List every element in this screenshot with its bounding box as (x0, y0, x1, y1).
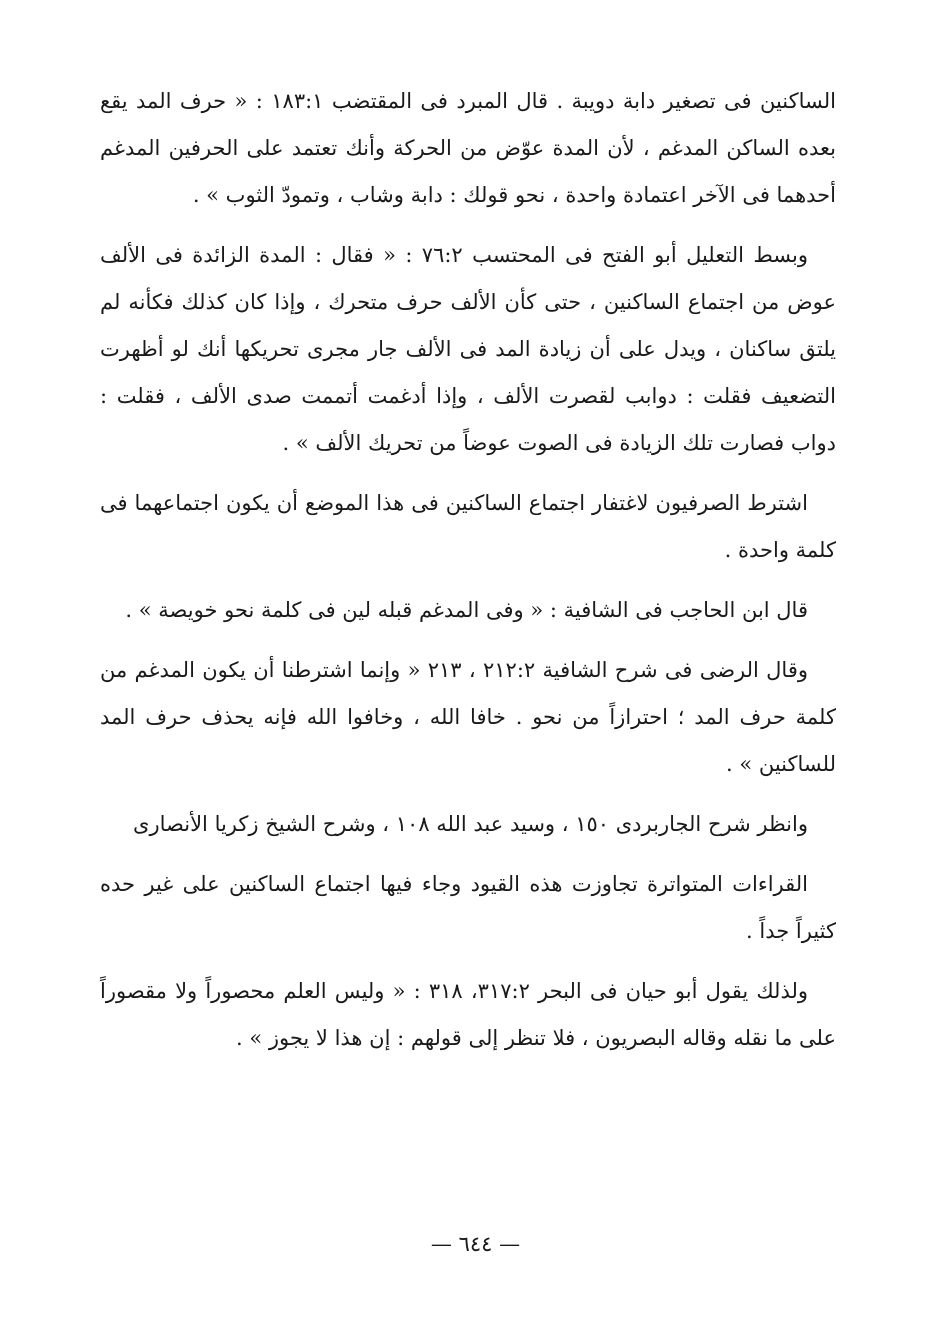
paragraph-continuation: الساكنين فى تصغير دابة دويبة . قال المبرد فى المقتضب ١٨٣:١ : « حرف المد يقع بعده الساكن المدغم ، لأن المدة عوّض من الحركة وأنك تعتمد على الحرفين المدغم أحدهما فى الآخر اعتمادة واحدة ، نحو قولك : دابة وشاب ، وتمودّ الثوب » . (100, 89, 836, 207)
page-body (100, 78, 836, 1075)
paragraph-ibn-hajib-quote: قال ابن الحاجب فى الشافية : « وفى المدغم قبله لين فى كلمة نحو خويصة » . (125, 598, 808, 622)
paragraph-sarfiyyun-condition: اشترط الصرفيون لاغتفار اجتماع الساكنين فى هذا الموضع أن يكون اجتماعهما فى كلمة واحدة . (100, 491, 836, 562)
paragraph-radi-quote: وقال الرضى فى شرح الشافية ٢١٢:٢ ، ٢١٣ « وإنما اشترطنا أن يكون المدغم من كلمة حرف المد ؛ احترازاً من نحو . خافا الله ، وخافوا الله فإنه يحذف حرف المد للساكنين » . (100, 658, 836, 776)
page-number: — ٦٤٤ — (430, 1232, 521, 1256)
paragraph-abu-hayyan-quote: ولذلك يقول أبو حيان فى البحر ٣١٧:٢، ٣١٨ : « وليس العلم محصوراً ولا مقصوراً على ما نقله وقاله البصريون ، فلا تنظر إلى قولهم : إن هذا لا يجوز » . (100, 979, 836, 1050)
paragraph-ibn-jinni-explanation: وبسط التعليل أبو الفتح فى المحتسب ٧٦:٢ : « فقال : المدة الزائدة فى الألف عوض من اجتماع الساكنين ، حتى كأن الألف حرف متحرك ، وإذا كان كذلك فكأنه لم يلتق ساكنان ، ويدل على أن زيادة المد فى الألف جار مجرى تحريكها أنك لو أظهرت التضعيف فقلت : دوابب لقصرت الألف ، وإذا أدغمت أتممت صدى الألف ، فقلت : دواب فصارت تلك الزيادة فى الصوت عوضاً من تحريك الألف » . (100, 243, 836, 455)
paragraph-references: وانظر شرح الجاربردى ١٥٠ ، وسيد عبد الله ١٠٨ ، وشرح الشيخ زكريا الأنصارى (133, 812, 808, 836)
paragraph-qiraat: القراءات المتواترة تجاوزت هذه القيود وجاء فيها اجتماع الساكنين على غير حده كثيراً جداً . (100, 872, 836, 943)
